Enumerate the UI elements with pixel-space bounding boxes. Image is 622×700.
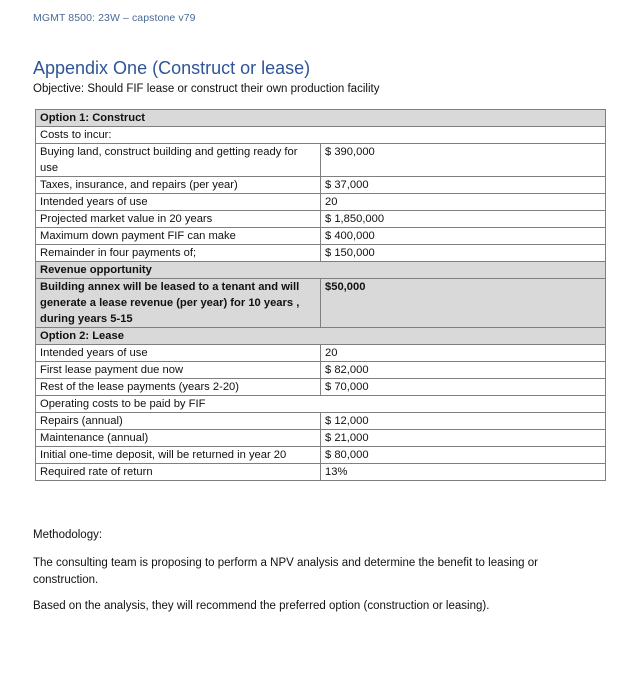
table-row xyxy=(36,413,606,430)
course-header: MGMT 8500: 23W – capstone v79 xyxy=(33,12,196,24)
table-row xyxy=(36,279,606,328)
row-value: $ 150,000 xyxy=(321,245,606,262)
row-value: $ 37,000 xyxy=(321,177,606,194)
row-value: $ 82,000 xyxy=(321,362,606,379)
table-row xyxy=(36,228,606,245)
table-row xyxy=(36,379,606,396)
table-row xyxy=(36,262,606,279)
table-row xyxy=(36,211,606,228)
table-row xyxy=(36,362,606,379)
row-label: First lease payment due now xyxy=(36,362,321,379)
table-row xyxy=(36,127,606,144)
row-value: $ 12,000 xyxy=(321,413,606,430)
rate-label: Required rate of return xyxy=(36,464,321,481)
methodology-label: Methodology: xyxy=(33,529,103,541)
operating-costs-label: Operating costs to be paid by FIF xyxy=(36,396,606,413)
table-row xyxy=(36,328,606,345)
table-row xyxy=(36,464,606,481)
table-row xyxy=(36,177,606,194)
row-label: Intended years of use xyxy=(36,345,321,362)
row-label: Intended years of use xyxy=(36,194,321,211)
row-label: Rest of the lease payments (years 2-20) xyxy=(36,379,321,396)
table-row xyxy=(36,194,606,211)
costs-label: Costs to incur: xyxy=(36,127,606,144)
construct-or-lease-table xyxy=(35,109,606,481)
table-row xyxy=(36,430,606,447)
table-row xyxy=(36,447,606,464)
row-value: $ 70,000 xyxy=(321,379,606,396)
table-row xyxy=(36,110,606,127)
methodology-paragraph: The consulting team is proposing to perform a NPV analysis and determine the benefit to leasing or construction. xyxy=(33,557,539,586)
option1-heading: Option 1: Construct xyxy=(36,110,606,127)
document-title: Appendix One (Construct or lease) xyxy=(33,58,311,78)
revenue-heading: Revenue opportunity xyxy=(36,262,606,279)
row-label: Projected market value in 20 years xyxy=(36,211,321,228)
row-label: Buying land, construct building and getting ready for use xyxy=(36,144,321,177)
row-value: 20 xyxy=(321,345,606,362)
row-label: Repairs (annual) xyxy=(36,413,321,430)
revenue-label: Building annex will be leased to a tenant and will generate a lease revenue (per year) for 10 years , during years 5-15 xyxy=(36,279,321,328)
row-label: Maximum down payment FIF can make xyxy=(36,228,321,245)
row-value: 20 xyxy=(321,194,606,211)
row-label: Taxes, insurance, and repairs (per year) xyxy=(36,177,321,194)
table-row xyxy=(36,144,606,177)
row-value: $ 80,000 xyxy=(321,447,606,464)
rate-value: 13% xyxy=(321,464,606,481)
table-row xyxy=(36,396,606,413)
row-value: $ 400,000 xyxy=(321,228,606,245)
row-label: Remainder in four payments of; xyxy=(36,245,321,262)
table-row xyxy=(36,345,606,362)
row-label: Initial one-time deposit, will be returned in year 20 xyxy=(36,447,321,464)
row-value: $ 21,000 xyxy=(321,430,606,447)
option2-heading: Option 2: Lease xyxy=(36,328,606,345)
row-label: Maintenance (annual) xyxy=(36,430,321,447)
row-value: $ 1,850,000 xyxy=(321,211,606,228)
methodology-paragraph: Based on the analysis, they will recommend the preferred option (construction or leasing). xyxy=(33,600,490,612)
row-value: $ 390,000 xyxy=(321,144,606,177)
revenue-value: $50,000 xyxy=(321,279,606,328)
objective-text: Objective: Should FIF lease or construct their own production facility xyxy=(33,83,380,95)
table-row xyxy=(36,245,606,262)
